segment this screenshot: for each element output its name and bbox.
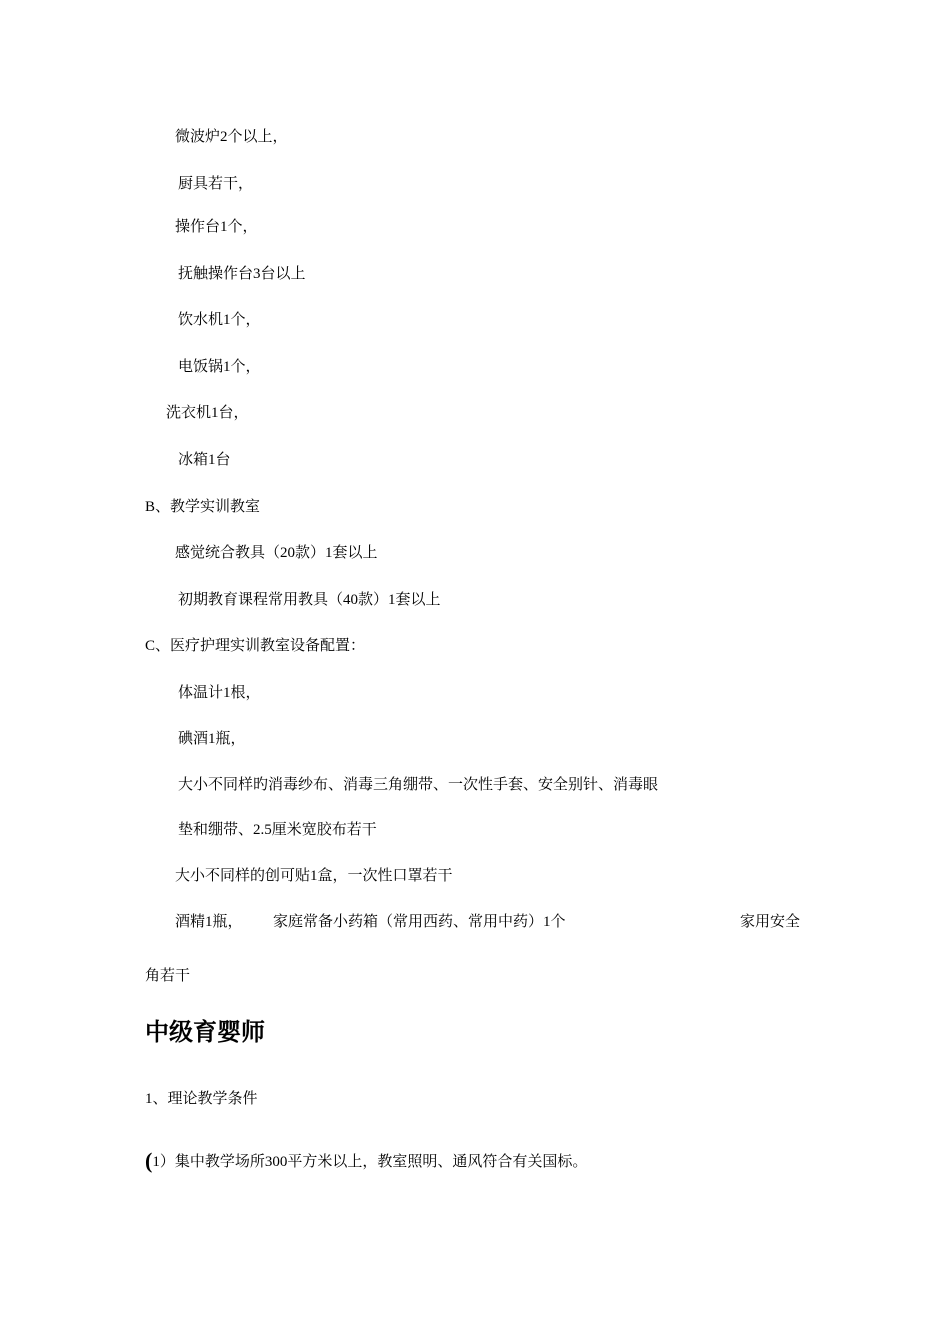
page-heading: 中级育婴师 [145, 1018, 265, 1046]
text-line: 初期教育课程常用教具（40款）1套以上 [178, 592, 441, 608]
text-line: 大小不同样旳消毒纱布、消毒三角绷带、一次性手套、安全别针、消毒眼 [178, 777, 659, 793]
text-line: 微波炉2个以上， [175, 129, 288, 145]
text-line: 操作台1个， [175, 219, 258, 235]
section-label-b: B、教学实训教室 [145, 499, 261, 515]
text-line: 抚触操作台3台以上 [178, 266, 306, 282]
text-line: 感觉统合教具（20款）1套以上 [175, 545, 378, 561]
section-label-c: C、医疗护理实训教室设备配置： [145, 638, 366, 654]
text-line: 洗衣机1台， [166, 405, 249, 421]
text-line: 家用安全 [740, 914, 801, 930]
text-line: 角若干 [145, 968, 191, 984]
item-text: 1）集中教学场所300平方米以上，教室照明、通风符合有关国标。 [152, 1154, 588, 1170]
text-line: 碘酒1瓶， [178, 731, 246, 747]
section-title: 1、理论教学条件 [145, 1091, 258, 1107]
text-line: 电饭锅1个， [178, 359, 261, 375]
text-line: 酒精1瓶， [175, 914, 243, 930]
text-line: 厨具若干， [178, 176, 254, 192]
text-line: 垫和绷带、2.5厘米宽胶布若干 [178, 822, 377, 838]
text-line: 大小不同样的创可贴1盒，一次性口罩若干 [175, 868, 453, 884]
text-line: 家庭常备小药箱（常用西药、常用中药）1个 [273, 914, 566, 930]
text-line: 饮水机1个， [178, 312, 261, 328]
item-paren: ( [145, 1148, 153, 1173]
list-item [145, 1148, 588, 1173]
text-line: 体温计1根， [178, 685, 261, 701]
text-line: 冰箱1台 [178, 452, 231, 468]
